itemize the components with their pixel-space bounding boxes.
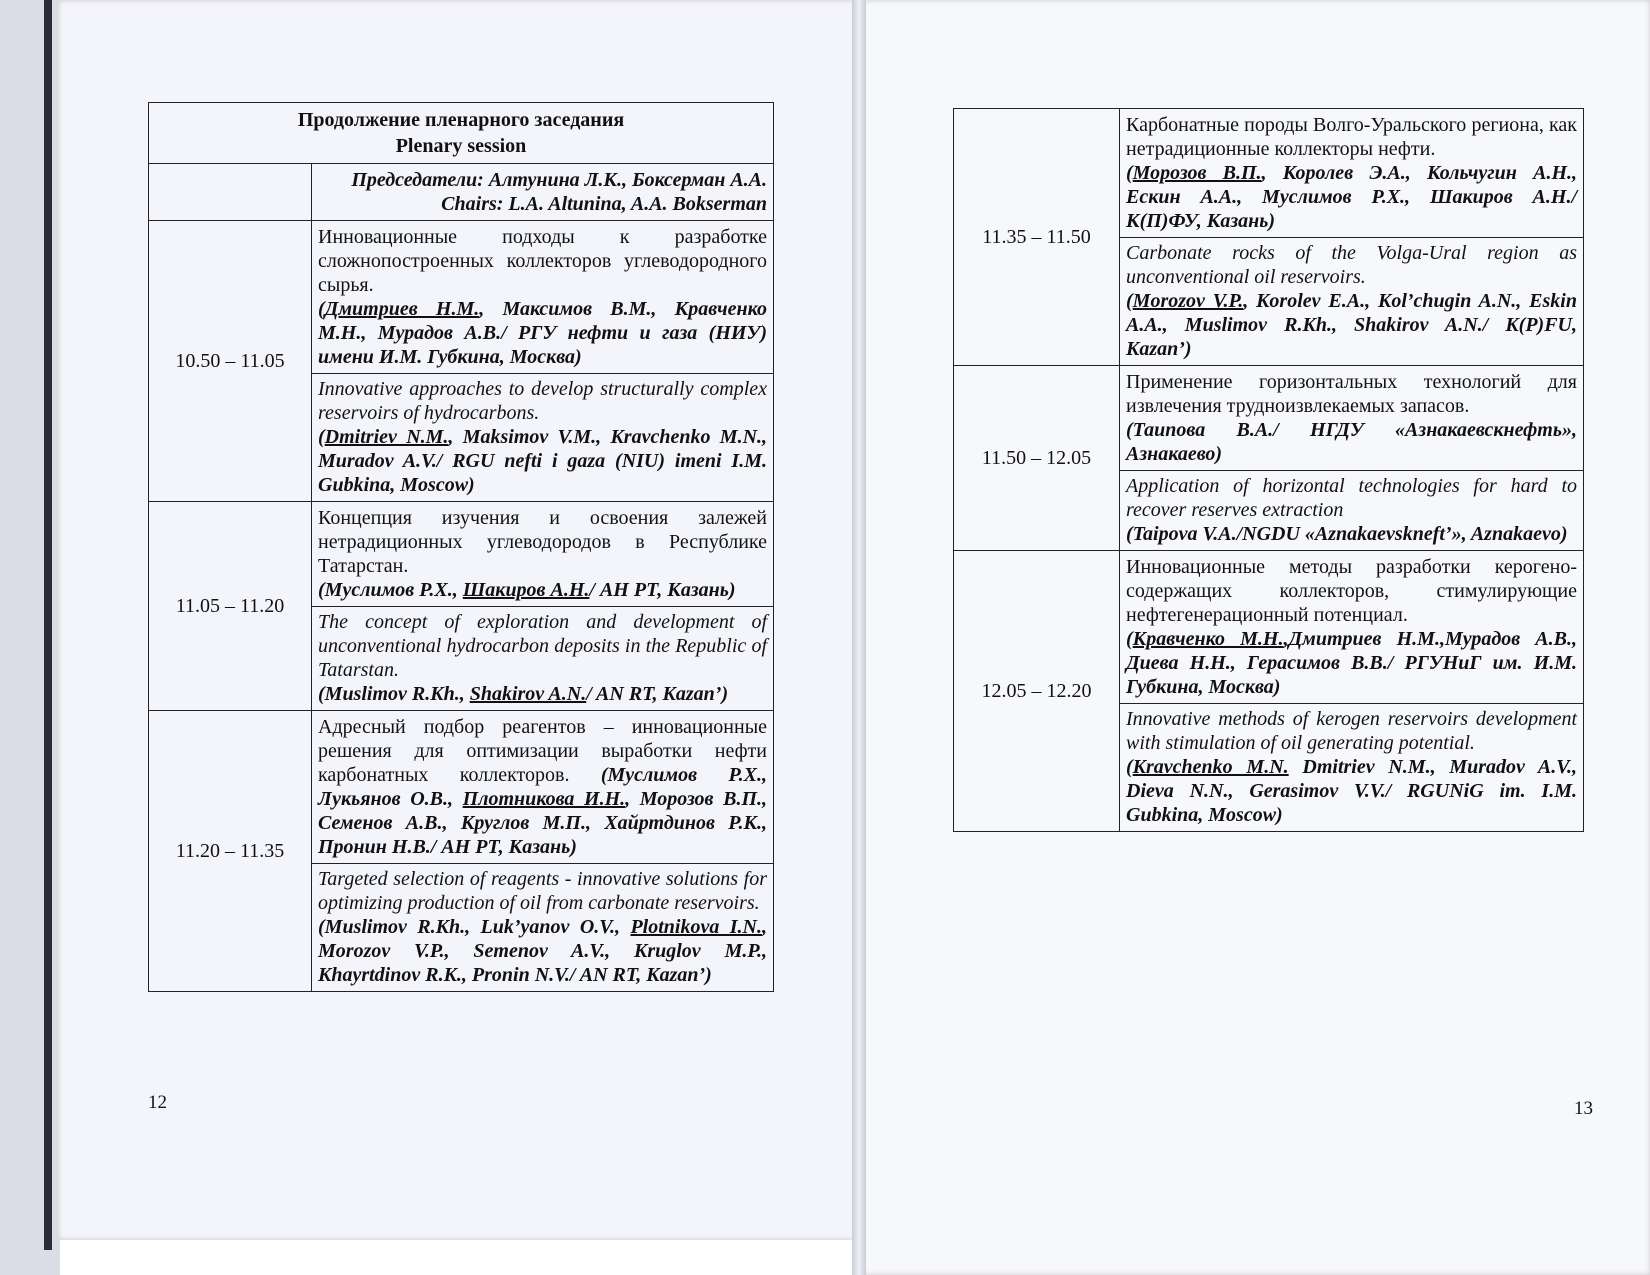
speaker-name: Dmitriev N.M. xyxy=(324,426,449,448)
chairs-en: Chairs: L.A. Altunina, A.A. Bokserman xyxy=(441,193,768,215)
authors-pre: (Муслимов Р.Х., Лукьянов О.В., xyxy=(318,764,768,810)
authors-rest: / АН РТ, Казань) xyxy=(589,579,736,601)
session-time: 11.50 – 12.05 xyxy=(954,366,1120,551)
authors-pre: (Muslimov R.Kh., xyxy=(318,683,470,705)
table-row xyxy=(954,366,1584,551)
speaker-name: Шакиров А.Н. xyxy=(462,579,590,601)
speaker-name: Shakirov A.N. xyxy=(469,683,587,705)
session-time: 11.35 – 11.50 xyxy=(954,109,1120,366)
talk-title-en: Carbonate rocks of the Volga-Ural region as unconventional oil reservoirs. xyxy=(1126,242,1577,288)
talk-title-en: Innovative methods of kerogen reservoirs development with stimulation of oil generating potential. xyxy=(1126,708,1577,754)
table-row xyxy=(149,221,774,502)
talk-title-en: The concept of exploration and development of unconventional hydrocarbon deposits in the Republic of Tatarstan. xyxy=(318,611,768,681)
session-talk xyxy=(1120,109,1584,366)
session-time: 10.50 – 11.05 xyxy=(149,221,312,502)
chairs-empty-cell xyxy=(149,164,312,221)
authors-pre: ( xyxy=(1126,162,1133,184)
session-talk xyxy=(1120,551,1584,832)
talk-en-block xyxy=(312,373,773,497)
authors-rest: , Максимов В.М., Кравченко М.Н., Мурадов А.В./ РГУ нефти и газа (НИУ) имени И.М. Губкина, Москва) xyxy=(318,298,768,368)
session-talk xyxy=(1120,366,1584,551)
authors-rest: / AN RT, Kazan’) xyxy=(586,683,729,705)
authors-rest: ,Дмитриев Н.М.,Мурадов А.В., Диева Н.Н., Герасимов В.В./ РГУНиГ им. И.М. Губкина, Москва) xyxy=(1126,628,1577,698)
chairs-row xyxy=(149,164,774,221)
header-row xyxy=(149,103,774,164)
table-row xyxy=(149,502,774,711)
talk-authors-en xyxy=(1126,289,1577,361)
session-talk xyxy=(312,221,774,502)
talk-title-ru xyxy=(318,715,767,859)
talk-en-block xyxy=(1120,703,1583,827)
talk-authors-ru xyxy=(318,578,767,602)
speaker-name: Дмитриев Н.М. xyxy=(324,298,480,320)
table-row xyxy=(149,711,774,992)
session-header xyxy=(149,103,774,164)
page-gutter xyxy=(852,0,866,1275)
authors-rest: , Morozov V.P., Semenov A.V., Kruglov M.P., Khayrtdinov R.K., Pronin N.V./ AN RT, Kazan’) xyxy=(318,916,768,986)
page-number-right: 13 xyxy=(1574,1098,1593,1119)
authors-rest: , Maksimov V.M., Kravchenko M.N., Muradov A.V./ RGU nefti i gaza (NIU) imeni I.M. Gubkina, Moscow) xyxy=(318,426,768,496)
talk-title-en: Targeted selection of reagents - innovative solutions for optimizing production of oil from carbonate reservoirs. xyxy=(318,868,768,914)
talk-authors-en xyxy=(318,915,767,987)
talk-en-block xyxy=(312,606,773,706)
session-time: 12.05 – 12.20 xyxy=(954,551,1120,832)
speaker-name: Плотникова И.Н. xyxy=(462,788,626,810)
talk-en-block xyxy=(1120,237,1583,361)
talk-title-ru: Применение горизонтальных технологий для извлечения трудноизвлекаемых запасов. xyxy=(1126,371,1577,417)
table-row xyxy=(954,109,1584,366)
talk-title-en: Innovative approaches to develop structurally complex reservoirs of hydrocarbons. xyxy=(318,378,768,424)
talk-authors-en: (Taipova V.A./NGDU «Aznakaevskneft’», Aznakaevo) xyxy=(1126,523,1568,545)
talk-en-block xyxy=(312,863,773,987)
talk-authors-ru: (Дмитриев Н.М., Максимов В.М., Кравченко М.Н., Мурадов А.В./ РГУ нефти и газа (НИУ) имени И.М. Губкина, Москва) xyxy=(318,298,768,368)
title-text: Адресный подбор реагентов – инновационные решения для оптимизации выработки нефти карбонатных коллекторов. xyxy=(318,716,768,786)
speaker-name: Plotnikova I.N. xyxy=(630,916,763,938)
talk-title-ru: Карбонатные породы Волго-Уральского региона, как нетрадиционные коллекторы нефти. xyxy=(1126,114,1577,160)
table-row xyxy=(954,551,1584,832)
page-number-left: 12 xyxy=(148,1092,167,1113)
talk-title-ru: Концепция изучения и освоения залежей нетрадиционных углеводородов в Республике Татарстан. xyxy=(318,507,768,577)
authors-rest: Dmitriev N.M., Muradov A.V., Dieva N.N., Gerasimov V.V./ RGUNiG im. I.M. Gubkina, Moscow) xyxy=(1126,756,1578,826)
session-talk xyxy=(312,502,774,711)
authors-pre: ( xyxy=(1126,756,1133,778)
authors-pre: ( xyxy=(1126,628,1133,650)
authors-pre: (Муслимов Р.Х., xyxy=(318,579,463,601)
talk-authors-ru xyxy=(1126,161,1577,233)
right-schedule-table xyxy=(953,108,1584,832)
authors-rest: , Королев Э.А., Кольчугин А.Н., Ескин А.А., Муслимов Р.Х., Шакиров А.Н./ К(П)ФУ, Казань) xyxy=(1126,162,1577,232)
session-header-en: Plenary session xyxy=(395,135,527,157)
authors-rest: , Морозов В.П., Семенов А.В., Круглов М.П., Хайртдинов Р.К., Пронин Н.В./ АН РТ, Казань) xyxy=(318,788,768,858)
chairs-cell xyxy=(312,164,774,221)
authors-pre: (Muslimov R.Kh., Luk’yanov O.V., xyxy=(318,916,631,938)
book-spine xyxy=(44,0,52,1250)
speaker-name: Kravchenko M.N. xyxy=(1132,756,1289,778)
session-time: 11.20 – 11.35 xyxy=(149,711,312,992)
session-time: 11.05 – 11.20 xyxy=(149,502,312,711)
session-header-ru: Продолжение пленарного заседания xyxy=(297,109,625,131)
speaker-name: Morozov V.P. xyxy=(1132,290,1244,312)
speaker-name: Морозов В.П. xyxy=(1132,162,1262,184)
authors-rest: , Korolev E.A., Kol’chugin A.N., Eskin A.A., Muslimov R.Kh., Shakirov A.N./ K(P)FU, Kazan’) xyxy=(1126,290,1577,360)
talk-authors-ru xyxy=(1126,627,1577,699)
speaker-name: Кравченко М.Н. xyxy=(1132,628,1284,650)
talk-en-block xyxy=(1120,470,1583,546)
talk-authors-en xyxy=(318,682,767,706)
talk-authors-ru: (Таипова В.А./ НГДУ «Азнакаевскнефть», Азнакаево) xyxy=(1126,419,1577,465)
session-talk xyxy=(312,711,774,992)
authors-pre: ( xyxy=(1126,290,1133,312)
book-edge xyxy=(0,0,60,1275)
talk-title-en: Application of horizontal technologies for hard to recover reserves extraction xyxy=(1126,475,1577,521)
talk-title-ru: Инновационные методы разработки керогено-содержащих коллекторов, стимулирующие нефтегенерационный потенциал. xyxy=(1126,556,1577,626)
chairs-ru: Председатели: Алтунина Л.К., Боксерман А.А. xyxy=(351,169,768,191)
talk-title-ru: Инновационные подходы к разработке сложнопостроенных коллекторов углеводородного сырья. xyxy=(318,226,768,296)
talk-authors-en xyxy=(1126,755,1577,827)
left-schedule-table xyxy=(148,102,774,992)
talk-authors-en: (Dmitriev N.M., Maksimov V.M., Kravchenko M.N., Muradov A.V./ RGU nefti i gaza (NIU) imeni I.M. Gubkina, Moscow) xyxy=(318,426,768,496)
